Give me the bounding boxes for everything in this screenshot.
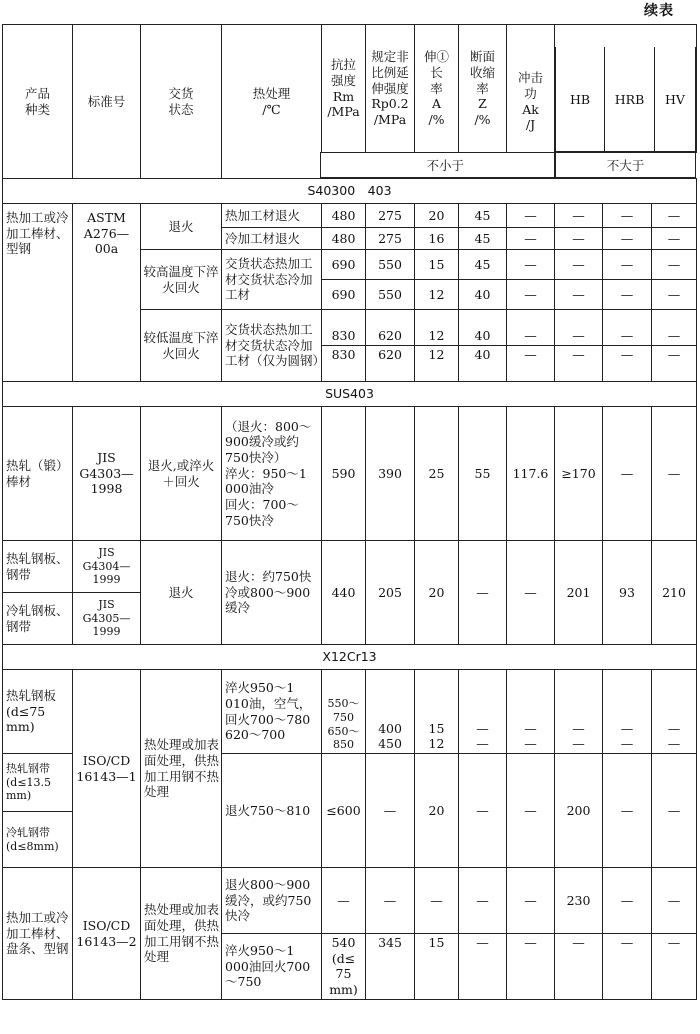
cell: 540 (d≤ 75 mm) (322, 934, 366, 1000)
cell: 345 (366, 934, 415, 1000)
cell: — (507, 228, 555, 250)
cell: — (652, 204, 697, 228)
cell: — (555, 934, 603, 1000)
col-elongation: 伸① 长 率 A /% (415, 25, 459, 153)
cell (459, 670, 507, 754)
cell: — (507, 346, 555, 382)
cell: — (555, 280, 603, 310)
value: 15 (428, 720, 445, 736)
s3-r2-heat: 退火750～810 (222, 754, 322, 868)
s1-g3-delivery: 较低温度下淬火回火 (141, 310, 222, 382)
s2-r2-product-a: 热轧钢板、钢带 (3, 541, 73, 593)
cell: — (652, 754, 697, 868)
cell: — (415, 868, 459, 934)
value: — (476, 736, 489, 752)
cell: 550 (366, 280, 415, 310)
cell: — (366, 754, 415, 868)
s2-r1-standard: JIS G4303—1998 (73, 407, 141, 541)
s3-r1-heat: 淬火950～1 010油，空气，回火700～780 620～700 (222, 670, 322, 754)
col-product: 产品 种类 (3, 25, 73, 179)
col-hv: HV (655, 47, 696, 151)
continued-table-label: 续表 (644, 3, 674, 19)
cell: 440 (322, 541, 366, 645)
col-delivery: 交货 状态 (141, 25, 222, 179)
cell (507, 670, 555, 754)
cell: 480 (322, 204, 366, 228)
col-hb: HB (556, 47, 605, 151)
cell: — (507, 934, 555, 1000)
cell: — (507, 754, 555, 868)
cell: 93 (603, 541, 652, 645)
value: 400 (378, 720, 402, 736)
cell: 20 (415, 541, 459, 645)
hardness-subheaders (555, 47, 696, 152)
cell: 390 (366, 407, 415, 541)
s1-g1-heat-1: 热加工材退火 (222, 204, 322, 228)
cell (366, 670, 415, 754)
cell: 45 (459, 204, 507, 228)
section-sus403: SUS403 (3, 382, 697, 407)
cell: — (652, 280, 697, 310)
cell: 590 (322, 407, 366, 541)
cell: — (507, 204, 555, 228)
cell: — (507, 541, 555, 645)
cell: 117.6 (507, 407, 555, 541)
cell: 55 (459, 407, 507, 541)
cell: 16 (415, 228, 459, 250)
s3-r3-heat-b: 淬火950～1 000油回火700～750 (222, 934, 322, 1000)
value: 450 (378, 736, 402, 752)
cell: — (603, 280, 652, 310)
cell: — (459, 868, 507, 934)
value: — (667, 720, 681, 736)
cell (555, 670, 603, 754)
s2-r2-standard-a: JIS G4304—1999 (73, 541, 141, 593)
cell: — (603, 250, 652, 280)
cell: — (652, 934, 697, 1000)
value: 650～850 (327, 724, 360, 752)
cell: — (507, 310, 555, 346)
cell: — (603, 407, 652, 541)
table-row (3, 670, 697, 754)
s1-g3-heat: 交货状态热加工材交货状态冷加工材（仅为圆钢） (222, 310, 322, 382)
cell: — (652, 310, 697, 346)
cell: 201 (555, 541, 603, 645)
cell: 12 (415, 310, 459, 346)
cell: — (652, 407, 697, 541)
cell: — (603, 934, 652, 1000)
cell (603, 670, 652, 754)
cell: — (459, 754, 507, 868)
value: — (524, 720, 537, 736)
value: — (572, 736, 585, 752)
cell: — (459, 541, 507, 645)
cell: 690 (322, 250, 366, 280)
min-band (320, 152, 555, 178)
s3-r3-delivery: 热处理或加表面处理，供热加工用钢不热处理 (141, 868, 222, 1000)
cell: 200 (555, 754, 603, 868)
s3-r1-delivery: 热处理或加表面处理，供热加工用钢不热处理 (141, 670, 222, 868)
cell: — (322, 868, 366, 934)
max-label: 不大于 (606, 158, 645, 173)
cell: 830 (322, 346, 366, 382)
s3-r1-product: 热轧钢板 (d≤75 mm) (3, 670, 73, 754)
value: — (476, 720, 489, 736)
s2-r2-heat: 退火：约750快冷或800～900缓冷 (222, 541, 322, 645)
s2-r2-product-b: 冷轧钢板、钢带 (3, 593, 73, 645)
section-x12cr13: X12Cr13 (3, 645, 697, 670)
cell: 15 (415, 250, 459, 280)
cell: — (652, 228, 697, 250)
cell: — (555, 310, 603, 346)
cell: — (507, 250, 555, 280)
cell: 25 (415, 407, 459, 541)
cell: — (603, 754, 652, 868)
cell: 480 (322, 228, 366, 250)
value: 550～750 (327, 697, 360, 724)
table-row (3, 407, 697, 541)
cell: 230 (555, 868, 603, 934)
col-tensile: 抗拉 强度 Rm /MPa (322, 25, 366, 153)
cell: 620 (366, 310, 415, 346)
cell: — (603, 310, 652, 346)
value: — (620, 736, 634, 752)
cell: — (603, 204, 652, 228)
section-s40300: S40300 403 (3, 179, 697, 204)
s1-g1-delivery: 退火 (141, 204, 222, 250)
s1-product: 热加工或冷加工棒材、型钢 (3, 204, 73, 382)
cell (415, 670, 459, 754)
s1-standard: ASTM A276—00a (73, 204, 141, 382)
cell: 15 (415, 934, 459, 1000)
cell: — (652, 868, 697, 934)
table-row (3, 541, 697, 593)
col-standard: 标准号 (73, 25, 141, 179)
s3-r3-product: 热加工或冷加工棒材、盘条、型钢 (3, 868, 73, 1000)
value: — (667, 736, 681, 752)
cell: — (555, 204, 603, 228)
s2-r1-heat: （退火：800～900缓冷或约750快冷） 淬火：950～1 000油冷 回火：700～750快冷 (222, 407, 322, 541)
cell: — (603, 228, 652, 250)
cell: 620 (366, 346, 415, 382)
cell: — (366, 868, 415, 934)
table-row (3, 204, 697, 228)
s3-r3-heat-a: 退火800～900缓冷，或约750快冷 (222, 868, 322, 934)
value: — (620, 720, 634, 736)
s2-r1-product: 热轧（锻）棒材 (3, 407, 73, 541)
s1-g2-heat: 交货状态热加工材交货状态冷加工材 (222, 250, 322, 310)
s1-g1-heat-2: 冷加工材退火 (222, 228, 322, 250)
col-impact: 冲击 功 Ak /J (507, 25, 555, 179)
cell (322, 670, 366, 754)
s3-r2-product-b: 冷轧钢带 (d≤8mm) (3, 812, 73, 868)
cell: 40 (459, 280, 507, 310)
s2-r2-standard-b: JIS G4305—1999 (73, 593, 141, 645)
cell: — (652, 346, 697, 382)
cell: — (507, 280, 555, 310)
cell: ≤600 (322, 754, 366, 868)
cell (652, 670, 697, 754)
cell: — (555, 250, 603, 280)
cell: 40 (459, 310, 507, 346)
cell: — (652, 250, 697, 280)
col-hrb: HRB (605, 47, 655, 151)
cell: 12 (415, 346, 459, 382)
cell: — (555, 228, 603, 250)
col-heat-treatment: 热处理 /℃ (222, 25, 322, 179)
cell: 45 (459, 250, 507, 280)
s2-r1-delivery: 退火,或淬火＋回火 (141, 407, 222, 541)
max-band (555, 152, 696, 178)
value: — (572, 720, 585, 736)
cell: ≥170 (555, 407, 603, 541)
cell: — (603, 868, 652, 934)
value: 12 (428, 736, 445, 752)
cell: 275 (366, 204, 415, 228)
cell: — (459, 934, 507, 1000)
s3-r1-standard: ISO/CD 16143—1 (73, 670, 141, 868)
s3-r2-product-a: 热轧钢带 (d≤13.5 mm) (3, 754, 73, 812)
cell: 275 (366, 228, 415, 250)
value: — (524, 736, 537, 752)
cell: 205 (366, 541, 415, 645)
col-reduction: 断面 收缩 率 Z /% (459, 25, 507, 153)
cell: — (603, 346, 652, 382)
cell: 45 (459, 228, 507, 250)
cell: 830 (322, 310, 366, 346)
table-row (3, 868, 697, 934)
min-label: 不小于 (426, 158, 464, 173)
cell: 550 (366, 250, 415, 280)
cell: — (507, 868, 555, 934)
s1-g2-delivery: 较高温度下淬火回火 (141, 250, 222, 310)
cell: 690 (322, 280, 366, 310)
cell: 12 (415, 280, 459, 310)
cell: — (555, 346, 603, 382)
cell: 20 (415, 204, 459, 228)
cell: 20 (415, 754, 459, 868)
s2-r2-delivery: 退火 (141, 541, 222, 645)
cell: 40 (459, 346, 507, 382)
cell: 210 (652, 541, 697, 645)
col-proof-strength: 规定非 比例延 伸强度 Rp0.2 /MPa (366, 25, 415, 153)
s3-r3-standard: ISO/CD 16143—2 (73, 868, 141, 1000)
